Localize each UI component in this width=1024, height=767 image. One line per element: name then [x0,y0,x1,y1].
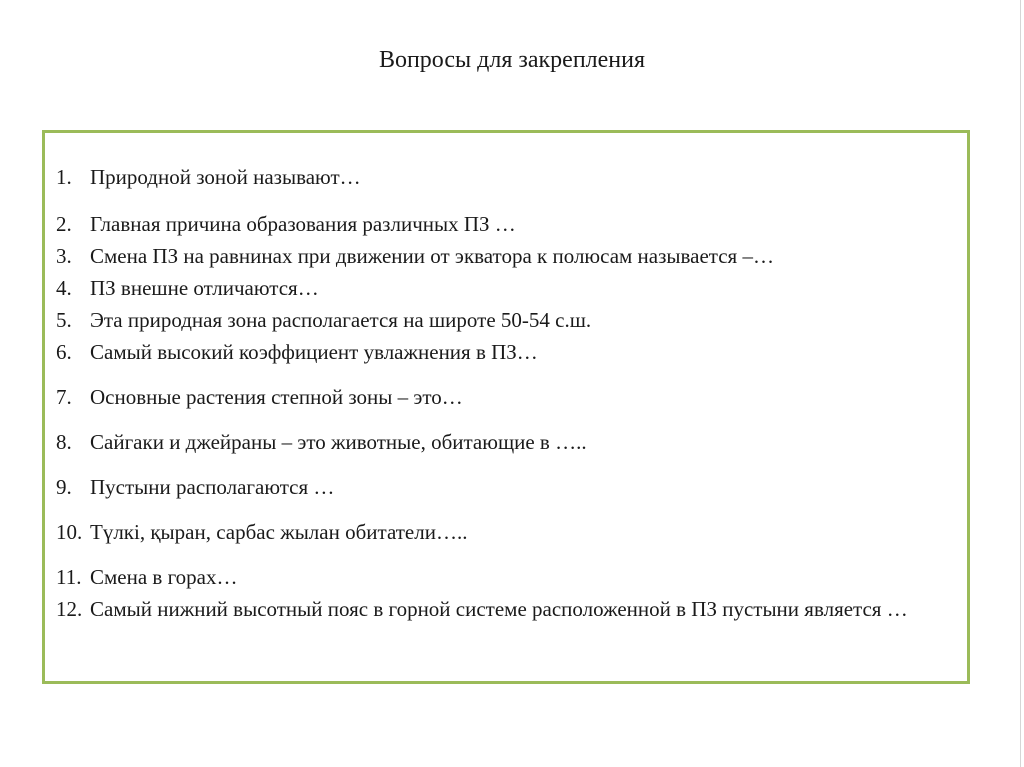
item-number: 8. [56,430,72,454]
slide-edge [1020,0,1021,767]
list-item [56,384,966,410]
item-number: 1. [56,165,72,189]
item-number: 5. [56,308,72,332]
list-item [56,211,966,237]
item-text: Самый нижний высотный пояс в горной системе расположенной в ПЗ пустыни является … [90,597,908,621]
list-item [56,474,966,500]
item-text: Түлкі, қыран, сарбас жылан обитатели….. [90,520,468,544]
item-number: 3. [56,244,72,268]
list-item [56,519,966,545]
item-text: ПЗ внешне отличаются… [90,276,319,300]
item-number: 6. [56,340,72,364]
item-text: Пустыни располагаются … [90,475,335,499]
item-text: Сайгаки и джейраны – это животные, обитающие в ….. [90,430,587,454]
list-item [56,339,966,365]
item-text: Главная причина образования различных ПЗ … [90,212,516,236]
questions-list [56,164,966,622]
item-text: Смена ПЗ на равнинах при движении от экватора к полюсам называется –… [90,244,774,268]
item-text: Природной зоной называют… [90,165,361,189]
item-text: Эта природная зона располагается на широте 50-54 с.ш. [90,308,592,332]
item-number: 4. [56,276,72,300]
item-text: Смена в горах… [90,565,238,589]
item-number: 11. [56,565,82,589]
item-number: 7. [56,385,72,409]
list-item [56,307,966,333]
list-item [56,596,966,622]
list-item [56,564,966,590]
item-number: 9. [56,475,72,499]
slide-title: Вопросы для закрепления [378,47,646,73]
list-item [56,275,966,301]
item-text: Самый высокий коэффициент увлажнения в ПЗ… [90,340,538,364]
item-number: 10. [56,520,83,544]
item-number: 12. [56,597,83,621]
list-item [56,429,966,455]
list-item [56,164,966,190]
item-text: Основные растения степной зоны – это… [90,385,463,409]
item-number: 2. [56,212,72,236]
list-item [56,243,966,269]
